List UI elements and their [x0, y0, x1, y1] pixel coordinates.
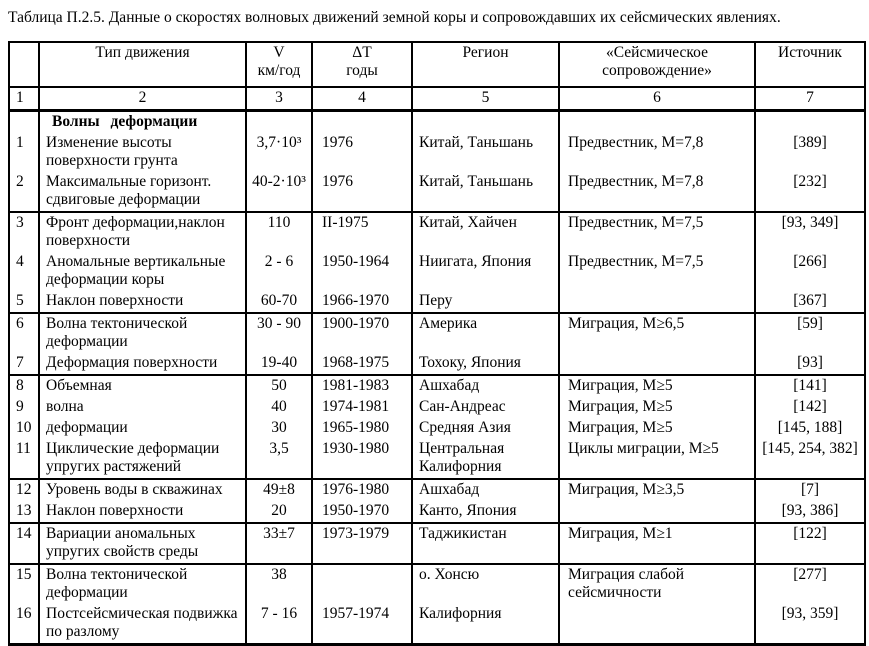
- header-cell-num: [9, 42, 39, 87]
- cell-v: 38: [246, 564, 312, 604]
- column-numbers-row: [9, 87, 865, 111]
- header-seismic-line1: «Сейсмическое: [606, 44, 708, 61]
- header-cell-seismic: [559, 42, 755, 87]
- cell-seismic: Миграция, М≥3,5: [559, 479, 755, 501]
- cell-region: Китай, Таньшань: [412, 172, 559, 212]
- header-v-symbol: V: [273, 44, 285, 61]
- cell-type: Максимальные горизонт. сдвиговые деформации: [39, 172, 246, 212]
- table-body: [9, 111, 865, 645]
- cell-v: 40-2·10³: [246, 172, 312, 212]
- cell-type: Наклон поверхности: [39, 501, 246, 523]
- cell-seismic: [559, 604, 755, 645]
- cell-dt: [312, 564, 412, 604]
- cell-num: 15: [9, 564, 39, 604]
- cell-src: [232]: [755, 172, 865, 212]
- cell-dt: [312, 111, 412, 134]
- cell-num: 14: [9, 523, 39, 564]
- cell-seismic: Миграция, М≥5: [559, 375, 755, 397]
- header-cell-source: Источник: [755, 42, 865, 87]
- cell-region: Ашхабад: [412, 375, 559, 397]
- header-cell-v: [246, 42, 312, 87]
- cell-type: Вариации аномальных упругих свойств среды: [39, 523, 246, 564]
- cell-src: [93, 359]: [755, 604, 865, 645]
- cell-type: Изменение высоты поверхности грунта: [39, 133, 246, 172]
- cell-v: 40: [246, 397, 312, 418]
- cell-type: Уровень воды в скважинах: [39, 479, 246, 501]
- table-row: [9, 501, 865, 523]
- cell-dt: 1950-1964: [312, 252, 412, 291]
- cell-region: Америка: [412, 313, 559, 353]
- table-row: [9, 133, 865, 172]
- cell-seismic: Миграция слабой сейсмичности: [559, 564, 755, 604]
- table-row: [9, 564, 865, 604]
- cell-region: Перу: [412, 291, 559, 313]
- cell-num: 13: [9, 501, 39, 523]
- cell-v: 30: [246, 418, 312, 439]
- cell-type: Волна тектонической деформации: [39, 564, 246, 604]
- cell-region: [412, 111, 559, 134]
- cell-v: 3,7·10³: [246, 133, 312, 172]
- header-dt-units: годы: [346, 62, 378, 79]
- cell-type: Деформация поверхности: [39, 353, 246, 375]
- cell-type: Постсейсмическая подвижка по разлому: [39, 604, 246, 645]
- table-row: [9, 353, 865, 375]
- cell-dt: 1900-1970: [312, 313, 412, 353]
- table-row: [9, 604, 865, 645]
- cell-num: 3: [9, 212, 39, 252]
- table-row: [9, 479, 865, 501]
- cell-num: 7: [9, 353, 39, 375]
- cell-num: 11: [9, 439, 39, 479]
- cell-src: [93, 349]: [755, 212, 865, 252]
- cell-src: [755, 111, 865, 134]
- cell-src: [122]: [755, 523, 865, 564]
- cell-src: [59]: [755, 313, 865, 353]
- table-row: [9, 397, 865, 418]
- data-table: [8, 41, 866, 646]
- cell-v: 2 - 6: [246, 252, 312, 291]
- cell-seismic: [559, 353, 755, 375]
- table-row: [9, 439, 865, 479]
- cell-type: Волна тектонической деформации: [39, 313, 246, 353]
- cell-src: [145, 188]: [755, 418, 865, 439]
- cell-num: [9, 111, 39, 134]
- cell-dt: 1974-1981: [312, 397, 412, 418]
- cell-region: Средняя Азия: [412, 418, 559, 439]
- cell-dt: 1976: [312, 133, 412, 172]
- cell-v: 49±8: [246, 479, 312, 501]
- cell-region: Китай, Хайчен: [412, 212, 559, 252]
- cell-type: Наклон поверхности: [39, 291, 246, 313]
- cell-seismic: Миграция, М≥6,5: [559, 313, 755, 353]
- column-number: 7: [755, 87, 865, 111]
- cell-region: Тохоку, Япония: [412, 353, 559, 375]
- cell-dt: 1966-1970: [312, 291, 412, 313]
- cell-seismic: Миграция, М≥1: [559, 523, 755, 564]
- cell-dt: 1957-1974: [312, 604, 412, 645]
- column-number: 6: [559, 87, 755, 111]
- table-row: [9, 291, 865, 313]
- table-caption: Таблица П.2.5. Данные о скоростях волновых движений земной коры и сопровождавших их сейсмических явлениях.: [8, 9, 781, 26]
- table-row: [9, 523, 865, 564]
- cell-seismic: [559, 111, 755, 134]
- cell-num: 16: [9, 604, 39, 645]
- header-row: [9, 42, 865, 87]
- cell-src: [141]: [755, 375, 865, 397]
- table-row: [9, 375, 865, 397]
- cell-dt: 1965-1980: [312, 418, 412, 439]
- cell-seismic: Предвестник, М=7,5: [559, 252, 755, 291]
- cell-seismic: Предвестник, М=7,8: [559, 133, 755, 172]
- cell-region: Сан-Андреас: [412, 397, 559, 418]
- cell-region: Таджикистан: [412, 523, 559, 564]
- cell-dt: 1976: [312, 172, 412, 212]
- cell-dt: 1981-1983: [312, 375, 412, 397]
- cell-dt: 1973-1979: [312, 523, 412, 564]
- cell-dt: 1930-1980: [312, 439, 412, 479]
- cell-src: [93]: [755, 353, 865, 375]
- cell-type: Объемная: [39, 375, 246, 397]
- cell-v: 19-40: [246, 353, 312, 375]
- cell-num: 5: [9, 291, 39, 313]
- header-cell-type: Тип движения: [39, 42, 246, 87]
- cell-num: 12: [9, 479, 39, 501]
- cell-region: Центральная Калифорния: [412, 439, 559, 479]
- cell-src: [142]: [755, 397, 865, 418]
- section-row: [9, 111, 865, 134]
- cell-seismic: Миграция, М≥5: [559, 397, 755, 418]
- cell-src: [389]: [755, 133, 865, 172]
- cell-seismic: Миграция, М≥5: [559, 418, 755, 439]
- cell-num: 6: [9, 313, 39, 353]
- cell-seismic: Предвестник, М=7,5: [559, 212, 755, 252]
- header-cell-dt: [312, 42, 412, 87]
- column-number: 2: [39, 87, 246, 111]
- table-row: [9, 172, 865, 212]
- cell-num: 8: [9, 375, 39, 397]
- table-row: [9, 313, 865, 353]
- cell-region: Канто, Япония: [412, 501, 559, 523]
- cell-type: Аномальные вертикальные деформации коры: [39, 252, 246, 291]
- cell-v: 20: [246, 501, 312, 523]
- cell-v: 7 - 16: [246, 604, 312, 645]
- cell-seismic: Циклы миграции, М≥5: [559, 439, 755, 479]
- cell-src: [145, 254, 382]: [755, 439, 865, 479]
- table-row: [9, 252, 865, 291]
- cell-region: о. Хонсю: [412, 564, 559, 604]
- cell-src: [7]: [755, 479, 865, 501]
- table-row: [9, 418, 865, 439]
- cell-v: [246, 111, 312, 134]
- cell-v: 3,5: [246, 439, 312, 479]
- cell-src: [367]: [755, 291, 865, 313]
- cell-type: Циклические деформации упругих растяжений: [39, 439, 246, 479]
- cell-num: 1: [9, 133, 39, 172]
- cell-dt: II-1975: [312, 212, 412, 252]
- cell-seismic: [559, 291, 755, 313]
- cell-v: 30 - 90: [246, 313, 312, 353]
- cell-num: 2: [9, 172, 39, 212]
- cell-v: 33±7: [246, 523, 312, 564]
- cell-type: деформации: [39, 418, 246, 439]
- table-header: [9, 42, 865, 111]
- cell-type: Фронт деформации,наклон поверхности: [39, 212, 246, 252]
- cell-type: волна: [39, 397, 246, 418]
- cell-dt: 1968-1975: [312, 353, 412, 375]
- cell-seismic: Предвестник, М=7,8: [559, 172, 755, 212]
- column-number: 3: [246, 87, 312, 111]
- cell-num: 10: [9, 418, 39, 439]
- cell-v: 50: [246, 375, 312, 397]
- column-number: 4: [312, 87, 412, 111]
- cell-region: Калифорния: [412, 604, 559, 645]
- table-row: [9, 212, 865, 252]
- header-v-units: км/год: [257, 62, 301, 79]
- cell-type: Волны деформации: [39, 111, 246, 134]
- cell-seismic: [559, 501, 755, 523]
- cell-region: Ашхабад: [412, 479, 559, 501]
- header-cell-region: Регион: [412, 42, 559, 87]
- cell-v: 60-70: [246, 291, 312, 313]
- cell-dt: 1976-1980: [312, 479, 412, 501]
- cell-num: 4: [9, 252, 39, 291]
- header-dt-symbol: ΔT: [352, 44, 372, 61]
- header-seismic-line2: сопровождение»: [602, 62, 712, 79]
- column-number: 5: [412, 87, 559, 111]
- cell-src: [93, 386]: [755, 501, 865, 523]
- cell-num: 9: [9, 397, 39, 418]
- cell-dt: 1950-1970: [312, 501, 412, 523]
- cell-region: Ниигата, Япония: [412, 252, 559, 291]
- cell-region: Китай, Таньшань: [412, 133, 559, 172]
- cell-src: [266]: [755, 252, 865, 291]
- cell-src: [277]: [755, 564, 865, 604]
- cell-v: 110: [246, 212, 312, 252]
- column-number: 1: [9, 87, 39, 111]
